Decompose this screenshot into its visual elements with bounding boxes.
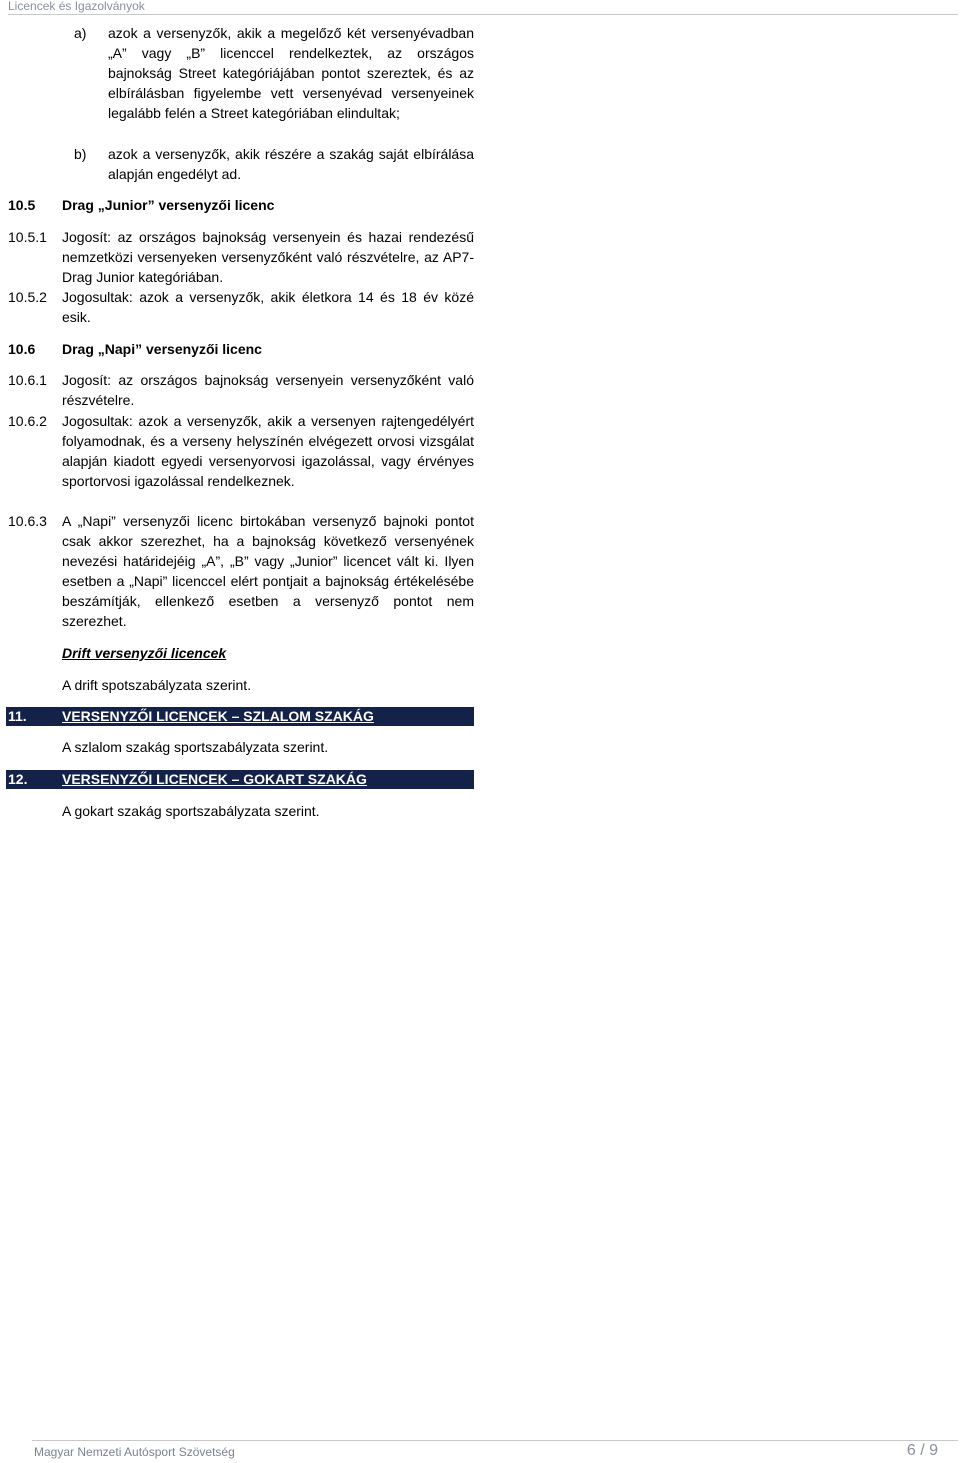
paragraph-10-5-1 [8, 227, 474, 287]
section-number: 10.6 [8, 341, 36, 357]
paragraph-number: 10.5.2 [8, 289, 47, 305]
section-heading-10-5 [8, 195, 474, 215]
list-marker: a) [74, 25, 87, 41]
paragraph-number: 10.6.2 [8, 413, 47, 429]
chapter-number: 12. [8, 771, 28, 787]
drift-heading: Drift versenyzői licencek [62, 645, 227, 661]
paragraph-number: 10.6.3 [8, 513, 47, 529]
section-number: 10.5 [8, 197, 36, 213]
list-item-b [74, 144, 474, 184]
section-heading-10-6 [8, 339, 474, 359]
section-title: Drag „Napi” versenyzői licenc [62, 341, 262, 357]
drift-text: A drift spotszabályzata szerint. [62, 677, 252, 693]
paragraph-number: 10.5.1 [8, 229, 47, 245]
paragraph-text: Jogosít: az országos bajnokság versenyein versenyzőként való részvételre. [62, 372, 474, 409]
paragraph-10-5-2 [8, 287, 474, 327]
chapter-12-bar [6, 770, 474, 789]
paragraph-10-6-2 [8, 411, 474, 491]
list-item-text: azok a versenyzők, akik részére a szakág saját elbírálása alapján engedélyt ad. [108, 146, 474, 183]
list-item-text: azok a versenyzők, akik a megelőző két versenyévadban „A” vagy „B” licenccel rendelkeztek, az országos bajnokság Street kategóriájában pontot szereztek, és az elbírálásban figyelembe vett versenyévad versenyeinek legalább felén a Street kategóriában elindultak; [108, 25, 474, 122]
section-title: Drag „Junior” versenyzői licenc [62, 197, 275, 213]
list-item-a [74, 23, 474, 123]
footer-organization: Magyar Nemzeti Autósport Szövetség [34, 1445, 235, 1459]
header-title: Licencek és Igazolványok [8, 0, 145, 13]
paragraph-text: Jogosultak: azok a versenyzők, akik a versenyen rajtengedélyért folyamodnak, és a verseny helyszínén elvégezett orvosi vizsgálat alapján kiadott egyedi versenyorvosi igazolással, vagy érvényes sportorvosi igazolással rendelkeznek. [62, 413, 474, 490]
chapter-11-bar [6, 707, 474, 726]
chapter-title: VERSENYZŐI LICENCEK – GOKART SZAKÁG [62, 771, 367, 787]
paragraph-text: Jogosít: az országos bajnokság versenyein és hazai rendezésű nemzetközi versenyeken versenyzőként való részvételre, az AP7-Drag Junior kategóriában. [62, 229, 474, 286]
chapter-11-text: A szlalom szakág sportszabályzata szerint. [62, 739, 329, 755]
paragraph-text: A „Napi” versenyzői licenc birtokában versenyző bajnoki pontot csak akkor szerezhet, ha a bajnokság következő versenyének nevezési határidejéig „A”, „B” vagy „Junior” licencet vált ki. Ilyen esetben a „Napi” licenccel elért pontjait a bajnokság értékelésébe beszámítják, ellenkező esetben a versenyző pontot nem szerezhet. [62, 513, 474, 630]
paragraph-text: Jogosultak: azok a versenyzők, akik életkora 14 és 18 év közé esik. [62, 289, 474, 326]
paragraph-10-6-1 [8, 370, 474, 410]
page-number: 6 / 9 [906, 1442, 938, 1459]
page-header [8, 0, 958, 15]
paragraph-number: 10.6.1 [8, 372, 47, 388]
paragraph-10-6-3 [8, 511, 474, 632]
chapter-number: 11. [8, 708, 27, 724]
list-marker: b) [74, 146, 87, 162]
chapter-12-text: A gokart szakág sportszabályzata szerint. [62, 803, 320, 819]
chapter-title: VERSENYZŐI LICENCEK – SZLALOM SZAKÁG [62, 708, 374, 724]
footer-divider [32, 1440, 958, 1441]
